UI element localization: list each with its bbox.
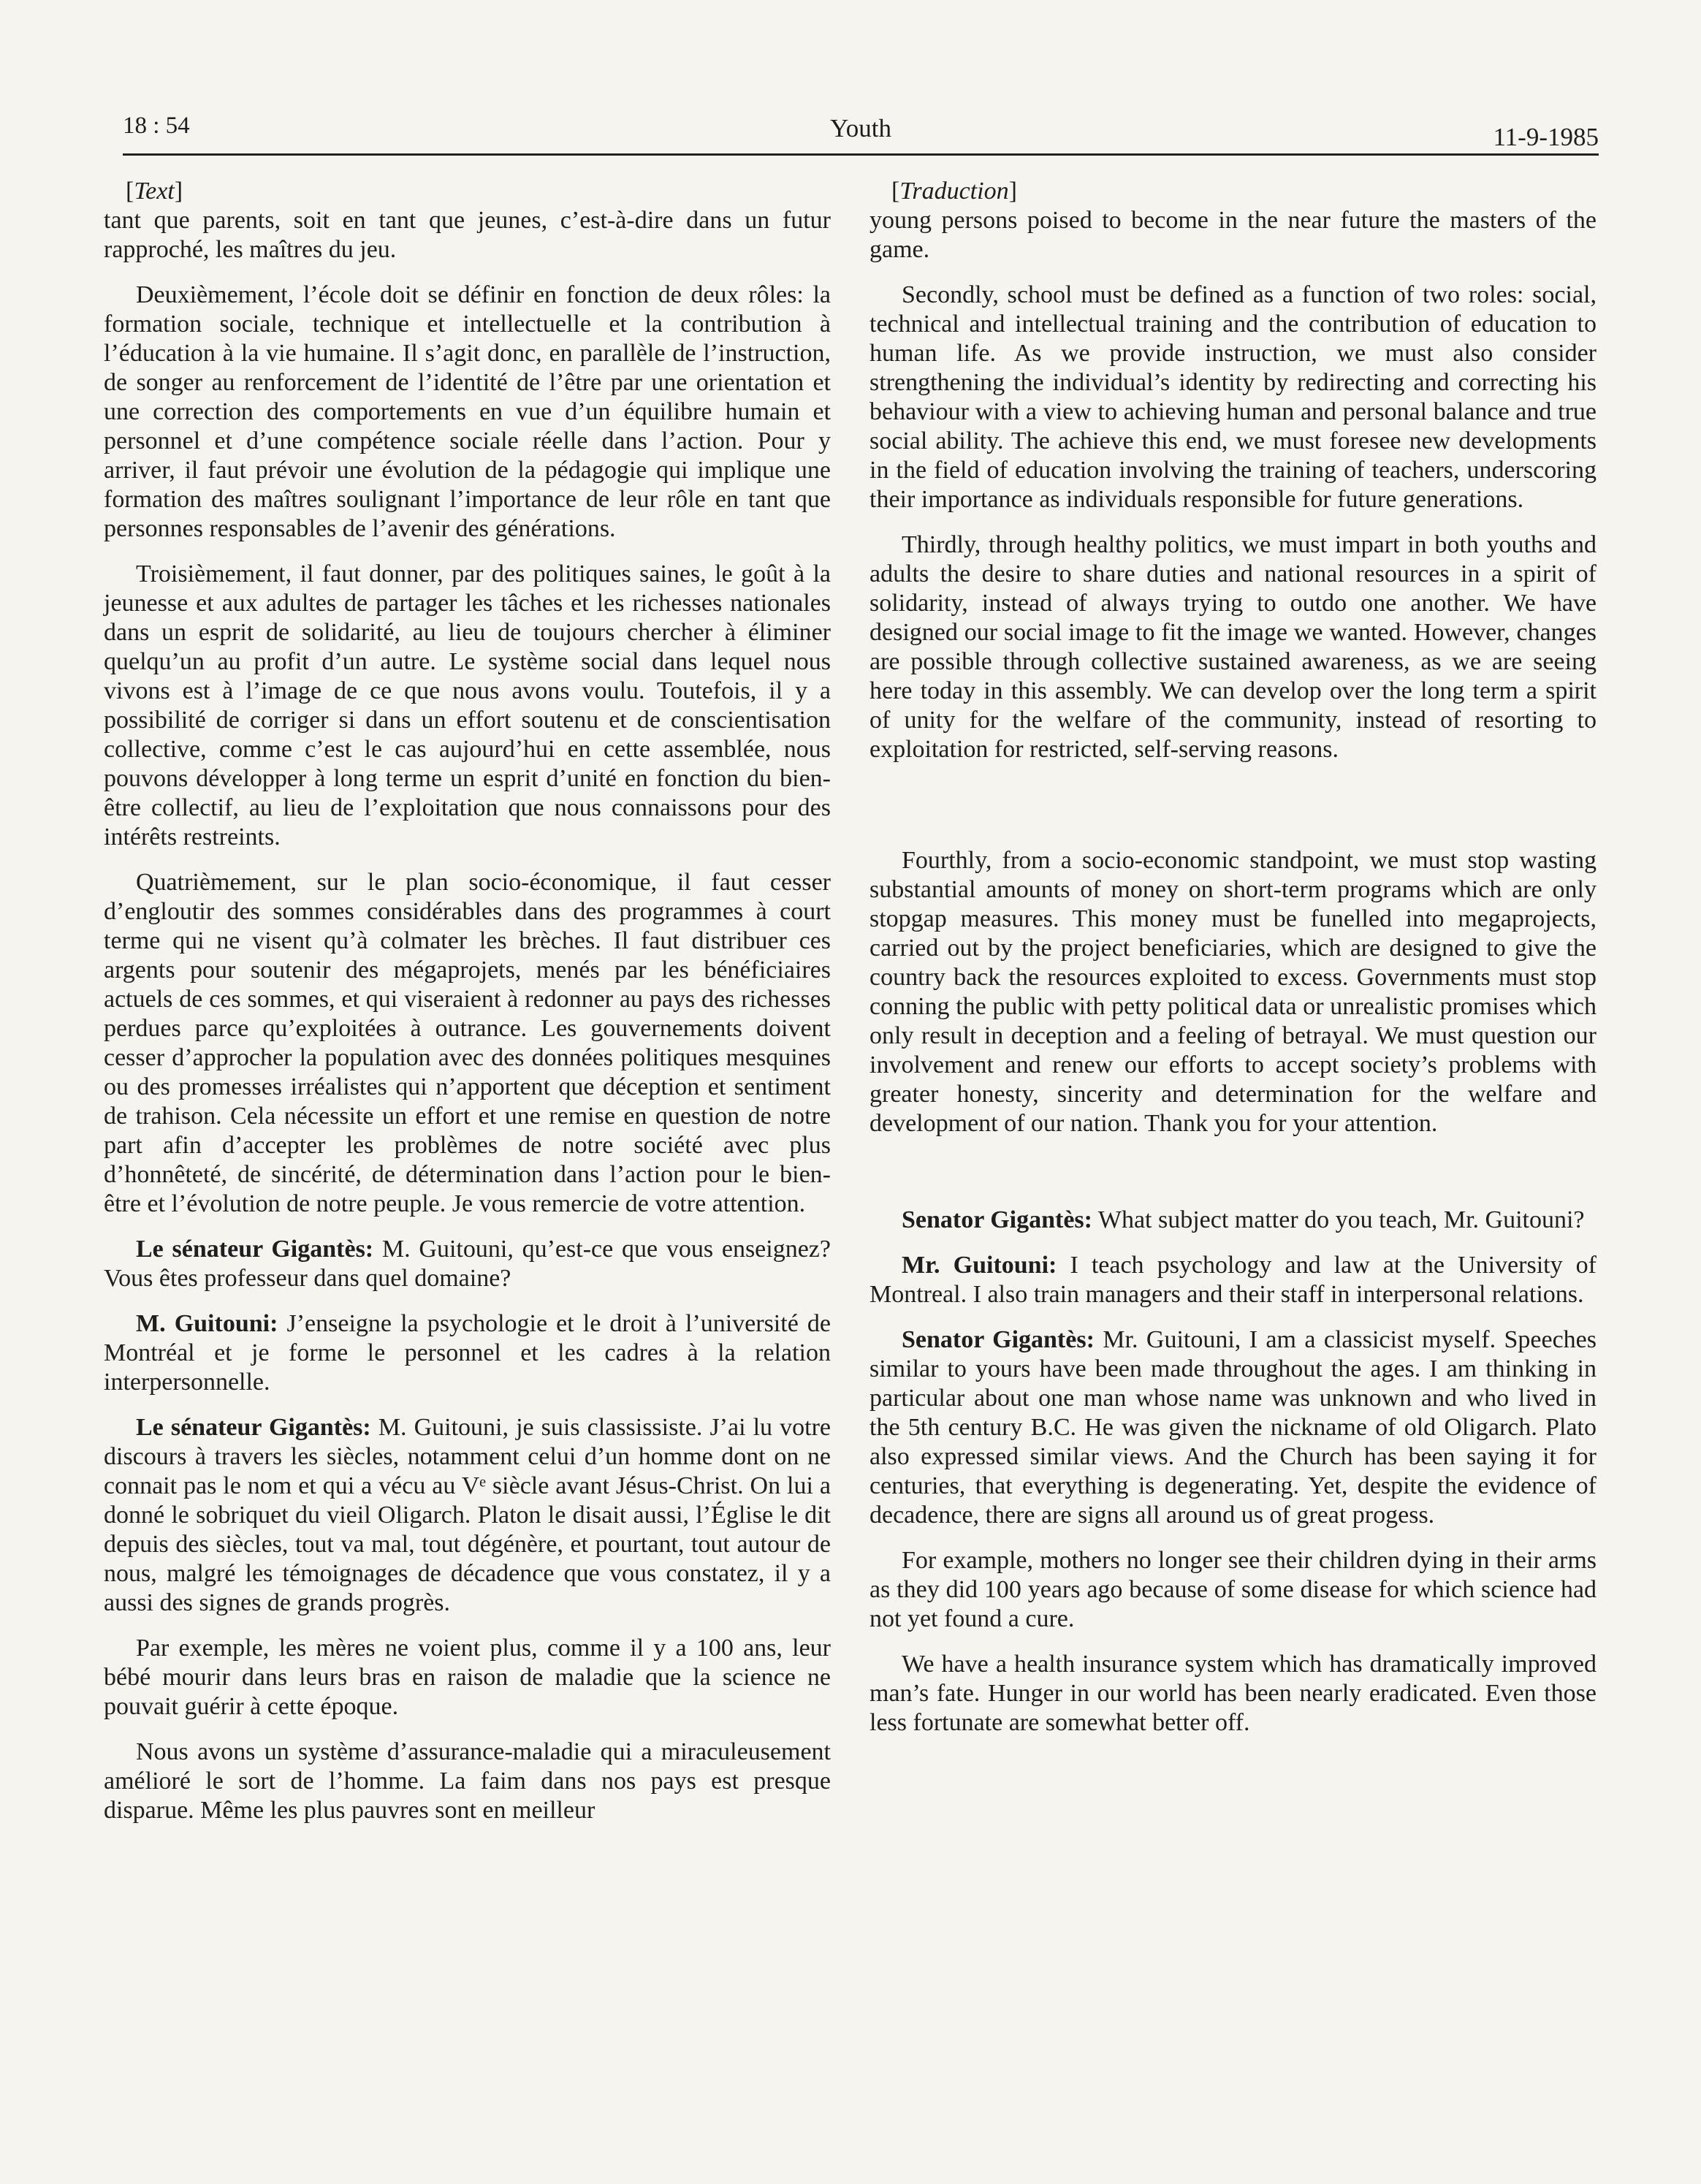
spacer <box>869 1154 1597 1206</box>
page-reference: 18 : 54 <box>123 113 190 139</box>
speaker-paragraph: Le sénateur Gigantès: M. Guitouni, je suis classissiste. J’ai lu votre discours à travers les siècles, notamment celui d’un homme dont on ne connait pas le nom et qui a vécu au Vᵉ siècle avant Jésus-Christ. On lui a donné le sobriquet du vieil Oligarch. Platon le disait aussi, l’Église le dit depuis des siècles, tout va mal, tout dégénère, et pourtant, tout autour de nous, malgré les témoignages de décadence que vous constatez, il y a aussi des signes de grands progrès. <box>104 1414 831 1616</box>
speaker-name: Senator Gigantès: <box>902 1206 1092 1233</box>
paragraph: tant que parents, soit en tant que jeunes, c’est-à-dire dans un futur rapproché, les maîtres du jeu. <box>104 207 831 263</box>
speaker-paragraph: Senator Gigantès: Mr. Guitouni, I am a classicist myself. Speeches similar to yours have been made throughout the ages. I am thinking in particular about one man whose name was unknown and who lived in the 5th century B.C. He was given the nickname of old Oligarch. Plato also expressed similar views. And the Church has been saying it for centuries, that everything is degenerating. Yet, despite the evidence of decadence, there are signs all around us of great progess. <box>869 1326 1597 1529</box>
paragraph: Par exemple, les mères ne voient plus, comme il y a 100 ans, leur bébé mourir dans leurs bras en raison de maladie que la science ne pouvait guérir à cette époque. <box>104 1635 831 1720</box>
paragraph: Fourthly, from a socio-economic standpoint, we must stop wasting substantial amounts of money on short-term programs which are only stopgap measures. This money must be funelled into megaprojects, carried out by the project beneficiaries, which are designed to give the country back the resources exploited to excess. Governments must stop conning the public with petty political data or unrealistic promises which only result in deception and a feeling of betrayal. We must question our involvement and renew our efforts to accept society’s problems with greater honesty, sincerity and determination for the welfare and development of our nation. Thank you for your attention. <box>869 847 1597 1137</box>
paragraph: Deuxièmement, l’école doit se définir en fonction de deux rôles: la formation sociale, technique et intellectuelle et la contribution à l’éducation à la vie humaine. Il s’agit donc, en parallèle de l’instruction, de songer au renforcement de l’identité de l’être par une orientation et une correction des comportements en vue d’un équilibre humain et personnel et d’une compétence sociale réelle dans l’action. Pour y arriver, il faut prévoir une évolution de la pédagogie qui implique une formation des maîtres soulignant l’importance de leur rôle en tant que personnes responsables de l’avenir des générations. <box>104 281 831 542</box>
page-title: Youth <box>830 114 891 142</box>
page-date: 11-9-1985 <box>1493 123 1599 151</box>
speaker-name: Mr. Guitouni: <box>902 1252 1057 1279</box>
paragraph: young persons poised to become in the near future the masters of the game. <box>869 207 1597 263</box>
page-header <box>123 110 1599 156</box>
english-column <box>869 177 1597 1754</box>
french-column <box>104 177 831 1841</box>
paragraph: Nous avons un système d’assurance-maladie qui a miraculeusement amélioré le sort de l’homme. La faim dans nos pays est presque disparue. Même les plus pauvres sont en meilleur <box>104 1738 831 1824</box>
speaker-paragraph: Senator Gigantès: What subject matter do you teach, Mr. Guitouni? <box>902 1206 1585 1233</box>
speaker-name: Senator Gigantès: <box>902 1326 1095 1353</box>
paragraph: Troisièmement, il faut donner, par des politiques saines, le goût à la jeunesse et aux adultes de partager les tâches et les richesses nationales dans un esprit de solidarité, au lieu de toujours chercher à éliminer quelqu’un au profit d’un autre. Le système social dans lequel nous vivons est à l’image de ce que nous avons voulu. Toutefois, il y a possibilité de corriger si dans un effort soutenu et de conscientisation collective, comme c’est le cas aujourd’hui en cette assemblée, nous pouvons développer à long terme un esprit d’unité en fonction du bien-être collectif, au lieu de l’exploitation que nous connaissons pour des intérêts restreints. <box>104 560 831 851</box>
speaker-paragraph: M. Guitouni: J’enseigne la psychologie et le droit à l’université de Montréal et je forme le personnel et les cadres à la relation interpersonnelle. <box>104 1310 831 1396</box>
spacer <box>869 780 1597 846</box>
paragraph: Quatrièmement, sur le plan socio-économique, il faut cesser d’engloutir des sommes considérables dans des programmes à court terme qui ne visent qu’à colmater les brèches. Il faut distribuer ces argents pour soutenir des mégaprojets, menés par les bénéficiaires actuels de ces sommes, et qui viseraient à redonner au pays des richesses perdues parce qu’exploitées à outrance. Les gouvernements doivent cesser d’approcher la population avec des données politiques mesquines ou des promesses irréalistes qui n’apportent que déception et sentiment de trahison. Cela nécessite un effort et une remise en question de notre part afin d’accepter les problèmes de notre société avec plus d’honnêteté, de sincérité, de détermination dans l’action pour le bien-être et l’évolution de notre peuple. Je vous remercie de votre attention. <box>104 869 831 1217</box>
paragraph: Thirdly, through healthy politics, we must impart in both youths and adults the desire to share duties and national resources in a spirit of solidarity, instead of always trying to outdo one another. We have designed our social image to fit the image we wanted. However, changes are possible through collective sustained awareness, as we are seeing here today in this assembly. We can develop over the long term a spirit of unity for the welfare of the community, instead of resorting to exploitation for restricted, self-serving reasons. <box>869 531 1597 763</box>
paragraph: For example, mothers no longer see their children dying in their arms as they did 100 years ago because of some disease for which science had not yet found a cure. <box>869 1547 1597 1632</box>
speaker-paragraph: Mr. Guitouni: I teach psychology and law at the University of Montreal. I also train managers and their staff in interpersonal relations. <box>869 1252 1597 1308</box>
paragraph: Secondly, school must be defined as a function of two roles: social, technical and intellectual training and the contribution of education to human life. As we provide instruction, we must also consider strengthening the individual’s identity by redirecting and correcting his behaviour with a view to achieving human and personal balance and true social ability. The achieve this end, we must foresee new developments in the field of education involving the training of teachers, underscoring their importance as individuals responsible for future generations. <box>869 281 1597 513</box>
speaker-name: M. Guitouni: <box>136 1310 278 1337</box>
section-label-traduction: [Traduction] <box>891 178 1017 205</box>
speaker-name: Le sénateur Gigantès: <box>136 1236 374 1263</box>
speaker-name: Le sénateur Gigantès: <box>136 1414 371 1441</box>
section-label-text: [Text] <box>126 178 183 205</box>
paragraph: We have a health insurance system which has dramatically improved man’s fate. Hunger in our world has been nearly eradicated. Even those less fortunate are somewhat better off. <box>869 1651 1597 1736</box>
speaker-paragraph: Le sénateur Gigantès: M. Guitouni, qu’est-ce que vous enseignez? Vous êtes professeur dans quel domaine? <box>104 1236 831 1292</box>
